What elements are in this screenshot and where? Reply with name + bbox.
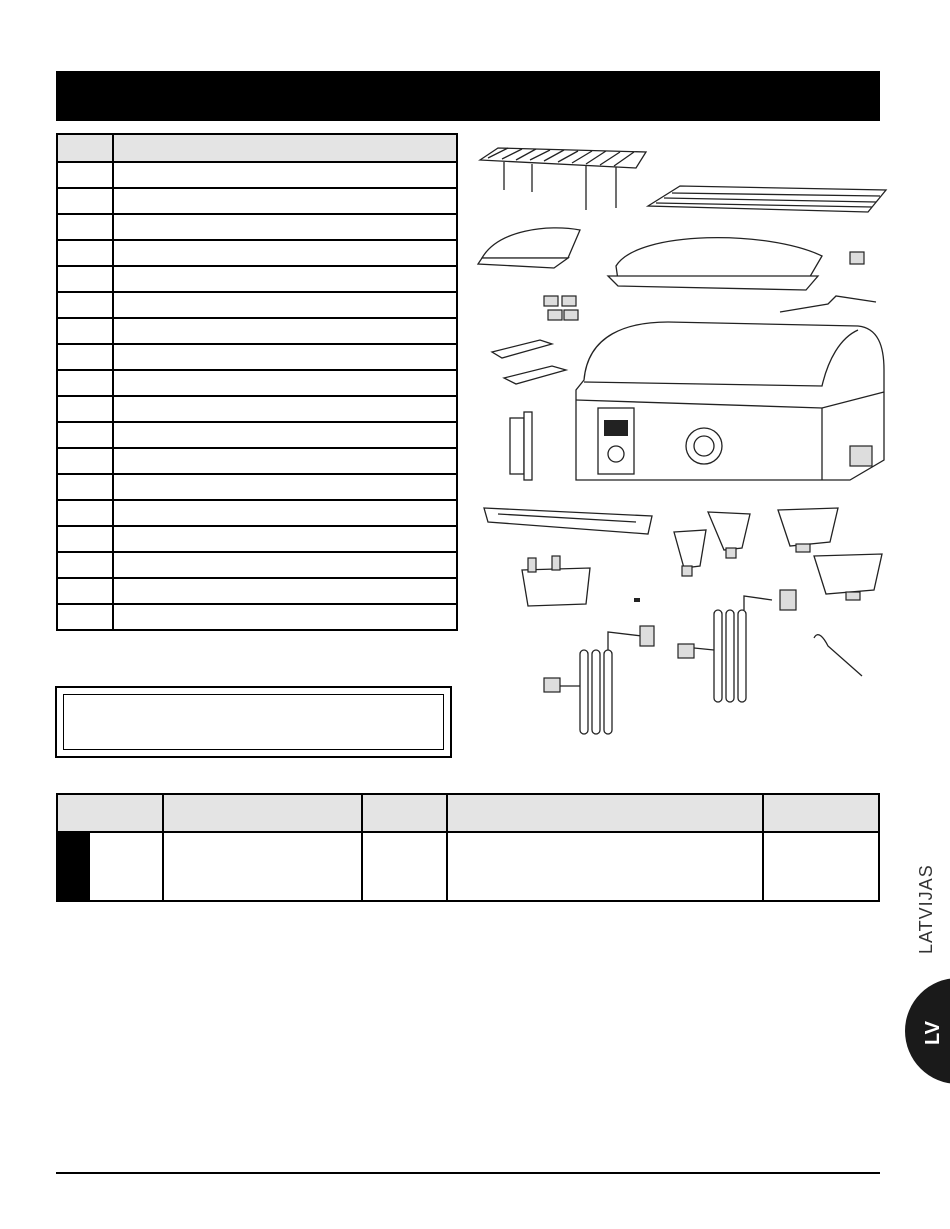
- part-number: [58, 475, 114, 499]
- parts-table-row: [58, 473, 456, 499]
- heating-element-left-illustration: [544, 626, 654, 734]
- part-number: [58, 371, 114, 395]
- grill-grate-illustration: [648, 186, 886, 212]
- part-description: [114, 423, 456, 447]
- part-description: [114, 215, 456, 239]
- spec-header-5: [764, 795, 878, 831]
- part-description: [114, 605, 456, 629]
- grease-bucket-illustration: [522, 556, 590, 606]
- spec-cell-4: [448, 833, 764, 900]
- part-description: [114, 267, 456, 291]
- note-box: [55, 686, 452, 758]
- spec-cell-5: [764, 833, 878, 900]
- parts-table-row: [58, 291, 456, 317]
- parts-table-header-row: [58, 135, 456, 161]
- large-baffle-illustration: [608, 238, 822, 290]
- language-tab: [905, 978, 950, 1084]
- part-description: [114, 475, 456, 499]
- spec-cell-2: [164, 833, 363, 900]
- exploded-parts-diagram: [468, 130, 888, 770]
- model-color-marker: [58, 833, 90, 900]
- part-number: [58, 605, 114, 629]
- part-description: [114, 501, 456, 525]
- temperature-probe-illustration: [814, 635, 862, 676]
- legs-illustration: [674, 508, 882, 600]
- parts-number-header: [58, 135, 114, 161]
- spec-header-4: [448, 795, 764, 831]
- parts-table-row: [58, 343, 456, 369]
- language-name: LATVIJAS: [916, 864, 936, 954]
- part-description: [114, 163, 456, 187]
- part-number: [58, 527, 114, 551]
- side-handles-illustration: [492, 340, 566, 384]
- parts-table-row: [58, 525, 456, 551]
- clip-illustration: [850, 252, 864, 264]
- specifications-header-row: [58, 795, 878, 833]
- bracket-illustration: [510, 412, 532, 480]
- spec-header-3: [363, 795, 448, 831]
- footer-rule: [56, 1172, 880, 1174]
- part-number: [58, 293, 114, 317]
- part-description: [114, 189, 456, 213]
- small-baffle-illustration: [478, 228, 580, 268]
- parts-table-row: [58, 265, 456, 291]
- front-shelf-illustration: [484, 508, 652, 534]
- parts-table-row: [58, 369, 456, 395]
- heating-element-right-illustration: [678, 590, 796, 702]
- part-number: [58, 397, 114, 421]
- part-number: [58, 553, 114, 577]
- hinge-blocks-illustration: [544, 296, 578, 320]
- part-number: [58, 579, 114, 603]
- part-number: [58, 189, 114, 213]
- part-description: [114, 293, 456, 317]
- part-number: [58, 449, 114, 473]
- parts-table-row: [58, 317, 456, 343]
- parts-table-row: [58, 603, 456, 629]
- parts-table-row: [58, 187, 456, 213]
- part-description: [114, 449, 456, 473]
- spec-cell-1-text: [90, 833, 98, 900]
- part-number: [58, 267, 114, 291]
- parts-table-row: [58, 213, 456, 239]
- section-header-bar: [56, 71, 880, 121]
- parts-table-row: [58, 421, 456, 447]
- part-number: [58, 423, 114, 447]
- spec-header-1: [58, 795, 164, 831]
- language-code: LV: [922, 1020, 944, 1046]
- part-number: [58, 345, 114, 369]
- spec-cell-3: [363, 833, 448, 900]
- part-number: [58, 501, 114, 525]
- parts-table-row: [58, 499, 456, 525]
- part-description: [114, 579, 456, 603]
- parts-table-row: [58, 239, 456, 265]
- part-description: [114, 527, 456, 551]
- part-number: [58, 163, 114, 187]
- handle-rod-illustration: [780, 296, 876, 312]
- spec-header-2: [164, 795, 363, 831]
- parts-table-row: [58, 551, 456, 577]
- part-description: [114, 553, 456, 577]
- part-number: [58, 241, 114, 265]
- part-description: [114, 345, 456, 369]
- part-number: [58, 319, 114, 343]
- parts-table-row: [58, 447, 456, 473]
- language-side-label: [912, 864, 942, 960]
- grill-body-illustration: [576, 322, 884, 480]
- part-description: [114, 371, 456, 395]
- parts-list-table: [56, 133, 458, 631]
- warming-rack-illustration: [480, 148, 646, 210]
- parts-table-row: [58, 577, 456, 603]
- parts-table-row: [58, 395, 456, 421]
- note-text: [63, 694, 444, 750]
- parts-description-header: [114, 135, 456, 161]
- part-number: [58, 215, 114, 239]
- parts-table-row: [58, 161, 456, 187]
- part-description: [114, 241, 456, 265]
- screw-illustration: [634, 598, 640, 602]
- specifications-table: [56, 793, 880, 902]
- specifications-body-row: [58, 833, 878, 900]
- part-description: [114, 319, 456, 343]
- spec-cell-1: [58, 833, 164, 900]
- part-description: [114, 397, 456, 421]
